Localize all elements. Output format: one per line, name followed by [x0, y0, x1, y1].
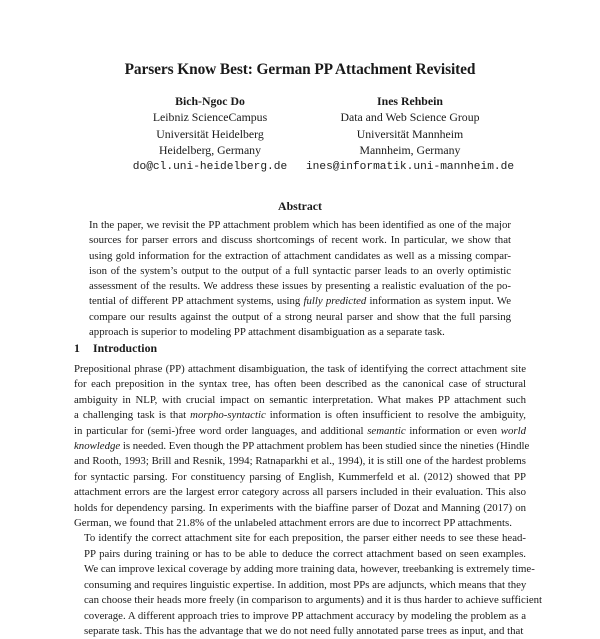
author-affiliation: Leibniz ScienceCampus [152, 110, 268, 125]
text-line: holds for dependency parsing. In experiments with the biaffine parser of Dozat and Manning (2017) on [74, 501, 526, 514]
text-line: coverage. A different approach tries to improve PP attachment accuracy by modeling the problem as a [84, 609, 526, 622]
author-email: ines@informatik.uni-mannheim.de [305, 160, 515, 173]
emphasis: semantic [367, 424, 406, 437]
emphasis: world [500, 424, 526, 437]
text-line: compare our results against the output of a strong neural parser and show that the full parsing [89, 310, 511, 323]
text-line: a challenging task is that morpho-syntactic information is often insufficient to resolve the ambiguity, [74, 409, 526, 422]
text-line: and Rooth, 1993; Brill and Resnik, 1994; Ratnaparkhi et al., 1994), it is still one of the hardest problems [74, 455, 526, 468]
author-affiliation: Universität Mannheim [356, 126, 464, 141]
text-line: In the paper, we revisit the PP attachment problem which has been identified as one of the major [89, 219, 511, 231]
text-line: ison of the system’s output to the output of a full syntactic parser leads to an overly optimistic [89, 264, 511, 277]
author-affiliation: Mannheim, Germany [359, 143, 461, 158]
text-line: for each preposition in the syntax tree, has often been described as the canonical case of structural [74, 378, 526, 391]
text-line: in particular for (semi-)free word order languages, and additional semantic information or even world [74, 424, 526, 437]
author-affiliation: Heidelberg, Germany [159, 143, 261, 158]
section-title: Introduction [93, 341, 158, 355]
author-name: Bich-Ngoc Do [175, 94, 245, 108]
text-line: approach is superior to modeling PP attachment disambiguation as a separate task. [89, 326, 445, 339]
text-line: To identify the correct attachment site for each preposition, the parser either needs to see these head- [84, 532, 526, 545]
paragraph [74, 531, 543, 639]
emphasis: knowledge [74, 440, 121, 453]
section-number: 1 [74, 341, 80, 355]
emphasis: fully predicted [303, 295, 367, 308]
paragraph [74, 362, 530, 531]
text-line: knowledge is needed. Even though the PP attachment problem has been studied since the nineties (Hindle [74, 440, 530, 453]
text-line: German, we found that 21.8% of the unlabeled attachment errors are due to incorrect PP attachments. [74, 517, 512, 530]
text-line: assessment of the results. We address these issues by presenting a realistic evaluation of the po- [89, 280, 511, 293]
author-affiliation: Universität Heidelberg [156, 126, 264, 141]
text-line: for syntactic parsing. For constituency parsing of English, Kummerfeld et al. (2012) showed that PP [74, 470, 526, 483]
text-line: using gold information for the extraction of attachment candidates as well as a missing compar- [89, 249, 511, 262]
text-line: PP pairs during training or has to be able to deduce the correct attachment based on seen examples. [84, 547, 526, 560]
text-line: attachment errors are the largest error category across all parsers included in their evaluation. This also [74, 486, 526, 499]
author-email: do@cl.uni-heidelberg.de [132, 160, 288, 173]
section-body [74, 362, 543, 639]
author-affiliation: Data and Web Science Group [340, 110, 480, 125]
author-block-2 [280, 93, 540, 175]
paper-title: Parsers Know Best: German PP Attachment Revisited [124, 61, 476, 78]
emphasis: morpho-syntactic [190, 409, 266, 422]
text-line: ambiguity in NLP, with crucial impact on semantic interpretation. What makes PP attachment such [74, 393, 526, 406]
section-heading [74, 341, 157, 356]
text-line: tential of different PP attachment systems, using fully predicted information as system input. We [89, 295, 511, 308]
text-line: Prepositional phrase (PP) attachment disambiguation, the task of identifying the correct attachment site [74, 363, 526, 375]
text-line: We can improve lexical coverage by adding more training data, however, treebanking is extremely time- [84, 563, 535, 576]
author-name: Ines Rehbein [377, 94, 443, 108]
text-line: consuming and requires linguistic expertise. In addition, most PPs are adjuncts, which means that they [84, 578, 527, 591]
text-line: separate task. This has the advantage that we do not need fully annotated parse trees as input, and that [84, 624, 524, 637]
text-line: can choose their heads more freely (in comparison to arguments) and it is thus harder to achieve sufficient [84, 594, 543, 607]
abstract-heading: Abstract [278, 199, 322, 213]
text-line: sources for parser errors and discuss shortcomings of recent work. In particular, we show that [89, 234, 511, 247]
abstract-text [89, 218, 511, 340]
